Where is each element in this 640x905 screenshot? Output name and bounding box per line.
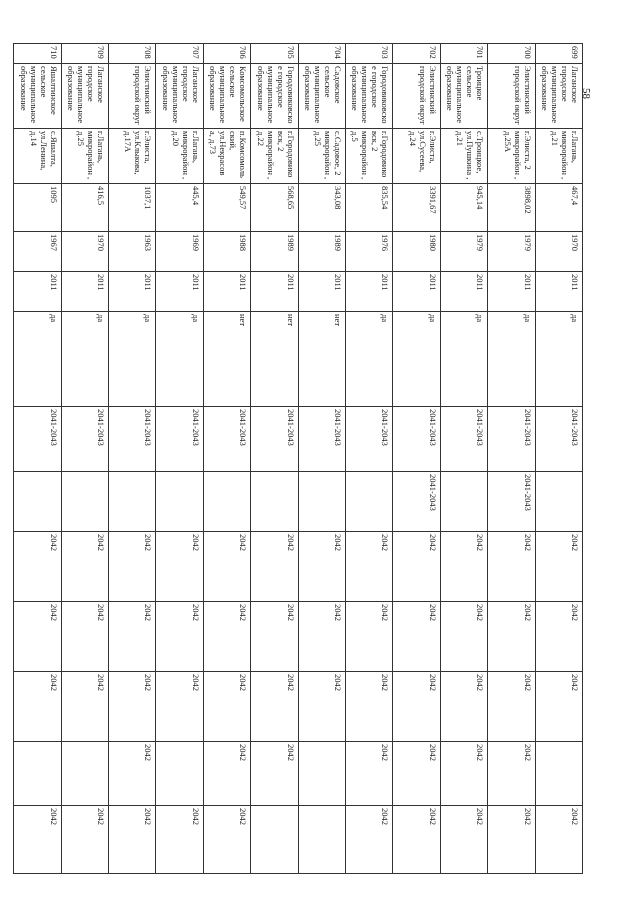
cell-year-built: 1980	[393, 232, 440, 272]
cell-need: да	[440, 312, 487, 407]
table-body	[14, 44, 583, 874]
cell-lift: 2042	[203, 672, 250, 742]
cell-year-built: 1989	[251, 232, 298, 272]
cell-address: г.Лагань, микрорайон , д.25	[61, 129, 108, 184]
cell-roof: 2042	[488, 532, 535, 602]
cell-municipality: Элистинский городской округ	[108, 64, 155, 129]
cell-municipality: Элистинский городской округ	[488, 64, 535, 129]
cell-facade	[14, 472, 62, 532]
cell-lift: 2042	[108, 672, 155, 742]
cell-period: 2041-2043	[345, 407, 392, 472]
cell-lift: 2042	[488, 672, 535, 742]
cell-foundation	[298, 806, 345, 874]
cell-basement: 2042	[203, 742, 250, 806]
cell-number: 710	[14, 44, 62, 64]
cell-facade	[298, 472, 345, 532]
cell-roof: 2042	[61, 532, 108, 602]
cell-need: нет	[298, 312, 345, 407]
cell-foundation: 2042	[440, 806, 487, 874]
cell-area: 945,14	[440, 184, 487, 232]
cell-lift: 2042	[61, 672, 108, 742]
table-row	[251, 44, 298, 874]
cell-year-survey: 2011	[108, 272, 155, 312]
cell-period: 2041-2043	[440, 407, 487, 472]
cell-facade: 2041-2043	[393, 472, 440, 532]
cell-year-survey: 2011	[488, 272, 535, 312]
cell-number: 708	[108, 44, 155, 64]
cell-basement: 2042	[393, 742, 440, 806]
cell-basement: 2042	[345, 742, 392, 806]
cell-address: г.Элиста, ул.Клыкова, д.17А	[108, 129, 155, 184]
cell-lift: 2042	[440, 672, 487, 742]
cell-facade	[345, 472, 392, 532]
cell-roof: 2042	[251, 532, 298, 602]
cell-lift: 2042	[298, 672, 345, 742]
cell-lift: 2042	[14, 672, 62, 742]
cell-address: п.Комсомольский, ул.Некрасов а, д.73	[203, 129, 250, 184]
cell-year-survey: 2011	[251, 272, 298, 312]
cell-year-survey: 2011	[14, 272, 62, 312]
cell-facade	[535, 472, 582, 532]
cell-address: г.Городовиковск, 2 микрорайон , д.5	[345, 129, 392, 184]
cell-roof: 2042	[440, 532, 487, 602]
cell-engineering: 2042	[345, 602, 392, 672]
cell-year-built: 1979	[440, 232, 487, 272]
cell-area: 3391,67	[393, 184, 440, 232]
cell-engineering: 2042	[488, 602, 535, 672]
cell-area: 1095	[14, 184, 62, 232]
cell-basement	[156, 742, 203, 806]
cell-year-built: 1963	[108, 232, 155, 272]
cell-municipality: Комсомольское сельское муниципальное образование	[203, 64, 250, 129]
cell-roof: 2042	[298, 532, 345, 602]
cell-year-built: 1969	[156, 232, 203, 272]
cell-period: 2041-2043	[535, 407, 582, 472]
cell-foundation: 2042	[393, 806, 440, 874]
cell-roof: 2042	[393, 532, 440, 602]
cell-lift: 2042	[156, 672, 203, 742]
cell-need: да	[393, 312, 440, 407]
cell-basement: 2042	[440, 742, 487, 806]
cell-year-survey: 2011	[61, 272, 108, 312]
cell-facade	[203, 472, 250, 532]
cell-number: 707	[156, 44, 203, 64]
cell-lift: 2042	[535, 672, 582, 742]
cell-lift: 2042	[393, 672, 440, 742]
cell-number: 703	[345, 44, 392, 64]
cell-foundation: 2042	[488, 806, 535, 874]
cell-foundation: 2042	[61, 806, 108, 874]
cell-period: 2041-2043	[488, 407, 535, 472]
table-row	[345, 44, 392, 874]
cell-area: 416,5	[61, 184, 108, 232]
cell-year-survey: 2011	[393, 272, 440, 312]
table-row	[488, 44, 535, 874]
cell-municipality: Лаганское городское муниципальное образование	[61, 64, 108, 129]
cell-roof: 2042	[108, 532, 155, 602]
cell-basement	[535, 742, 582, 806]
cell-year-built: 1976	[345, 232, 392, 272]
cell-period: 2041-2043	[108, 407, 155, 472]
cell-address: с.Яшалта, ул.Ленина, д.14	[14, 129, 62, 184]
cell-engineering: 2042	[156, 602, 203, 672]
table-row	[298, 44, 345, 874]
cell-area: 445,4	[156, 184, 203, 232]
cell-municipality: Городовиковское городское муниципальное образование	[251, 64, 298, 129]
cell-year-survey: 2011	[535, 272, 582, 312]
cell-period: 2041-2043	[156, 407, 203, 472]
cell-municipality: Элистинский городской округ	[393, 64, 440, 129]
cell-foundation: 2042	[14, 806, 62, 874]
table-row	[440, 44, 487, 874]
cell-need: да	[345, 312, 392, 407]
cell-period: 2041-2043	[393, 407, 440, 472]
table-row	[156, 44, 203, 874]
cell-basement: 2042	[251, 742, 298, 806]
cell-facade	[108, 472, 155, 532]
cell-number: 706	[203, 44, 250, 64]
rotated-table-container	[13, 43, 583, 873]
table-row	[535, 44, 582, 874]
cell-area: 549,57	[203, 184, 250, 232]
cell-address: г.Лагань, микрорайон , д.21	[535, 129, 582, 184]
table-row	[14, 44, 62, 874]
cell-number: 701	[440, 44, 487, 64]
cell-foundation: 2042	[345, 806, 392, 874]
cell-engineering: 2042	[393, 602, 440, 672]
cell-year-built: 1979	[488, 232, 535, 272]
cell-need: да	[108, 312, 155, 407]
cell-need: да	[156, 312, 203, 407]
cell-lift: 2042	[345, 672, 392, 742]
table-row	[203, 44, 250, 874]
cell-period: 2041-2043	[203, 407, 250, 472]
cell-period: 2041-2043	[14, 407, 62, 472]
cell-year-built: 1988	[203, 232, 250, 272]
cell-number: 709	[61, 44, 108, 64]
cell-address: г.Элиста, ул.Сусеева, д.24	[393, 129, 440, 184]
cell-engineering: 2042	[298, 602, 345, 672]
cell-year-built: 1967	[14, 232, 62, 272]
cell-address: г.Лагань, микрорайон , д.20	[156, 129, 203, 184]
table-row	[393, 44, 440, 874]
cell-facade	[440, 472, 487, 532]
cell-period: 2041-2043	[61, 407, 108, 472]
housing-register-table	[13, 43, 583, 874]
cell-need: да	[488, 312, 535, 407]
table-row	[108, 44, 155, 874]
cell-engineering: 2042	[61, 602, 108, 672]
page-number: 58	[580, 88, 592, 99]
cell-need: нет	[203, 312, 250, 407]
cell-year-survey: 2011	[440, 272, 487, 312]
cell-engineering: 2042	[14, 602, 62, 672]
cell-engineering: 2042	[535, 602, 582, 672]
cell-municipality: Городовиковское городское муниципальное образование	[345, 64, 392, 129]
cell-foundation	[251, 806, 298, 874]
cell-municipality: Лаганское городское муниципальное образование	[535, 64, 582, 129]
cell-area: 343,08	[298, 184, 345, 232]
cell-engineering: 2042	[203, 602, 250, 672]
cell-address: г.Элиста, 2 микрорайон , д.25А	[488, 129, 535, 184]
cell-area: 467,4	[535, 184, 582, 232]
cell-year-survey: 2011	[156, 272, 203, 312]
cell-basement: 2042	[108, 742, 155, 806]
cell-need: нет	[251, 312, 298, 407]
cell-area: 1037,1	[108, 184, 155, 232]
cell-foundation: 2042	[108, 806, 155, 874]
cell-municipality: Яшалтинское сельское муниципальное образование	[14, 64, 62, 129]
cell-need: да	[61, 312, 108, 407]
cell-number: 704	[298, 44, 345, 64]
cell-year-survey: 2011	[203, 272, 250, 312]
cell-facade	[156, 472, 203, 532]
cell-roof: 2042	[156, 532, 203, 602]
cell-municipality: Лаганское городское муниципальное образование	[156, 64, 203, 129]
cell-facade: 2041-2043	[488, 472, 535, 532]
cell-municipality: Троицкое сельское муниципальное образование	[440, 64, 487, 129]
cell-address: с.Садовое, 2 микрорайон , д.25	[298, 129, 345, 184]
cell-foundation: 2042	[203, 806, 250, 874]
cell-year-built: 1989	[298, 232, 345, 272]
cell-number: 705	[251, 44, 298, 64]
cell-roof: 2042	[203, 532, 250, 602]
cell-year-built: 1970	[535, 232, 582, 272]
cell-basement: 2042	[488, 742, 535, 806]
cell-area: 568,65	[251, 184, 298, 232]
cell-need: да	[535, 312, 582, 407]
cell-number: 702	[393, 44, 440, 64]
cell-roof: 2042	[345, 532, 392, 602]
cell-basement	[298, 742, 345, 806]
cell-need: да	[14, 312, 62, 407]
cell-year-survey: 2011	[345, 272, 392, 312]
cell-basement	[61, 742, 108, 806]
cell-roof: 2042	[14, 532, 62, 602]
table-row	[61, 44, 108, 874]
cell-year-survey: 2011	[298, 272, 345, 312]
cell-engineering: 2042	[251, 602, 298, 672]
cell-facade	[61, 472, 108, 532]
cell-address: с.Троицкое, ул.Пушкина , д.21	[440, 129, 487, 184]
cell-area: 3898,02	[488, 184, 535, 232]
cell-period: 2041-2043	[251, 407, 298, 472]
cell-year-built: 1970	[61, 232, 108, 272]
cell-address: г.Городовиковск, 2 микрорайон , д.22	[251, 129, 298, 184]
cell-foundation: 2042	[156, 806, 203, 874]
cell-basement	[14, 742, 62, 806]
cell-engineering: 2042	[440, 602, 487, 672]
cell-foundation: 2042	[535, 806, 582, 874]
cell-area: 835,54	[345, 184, 392, 232]
cell-roof: 2042	[535, 532, 582, 602]
cell-municipality: Садовское сельское муниципальное образование	[298, 64, 345, 129]
cell-facade	[251, 472, 298, 532]
cell-period: 2041-2043	[298, 407, 345, 472]
cell-number: 700	[488, 44, 535, 64]
cell-number: 699	[535, 44, 582, 64]
cell-engineering: 2042	[108, 602, 155, 672]
cell-lift: 2042	[251, 672, 298, 742]
